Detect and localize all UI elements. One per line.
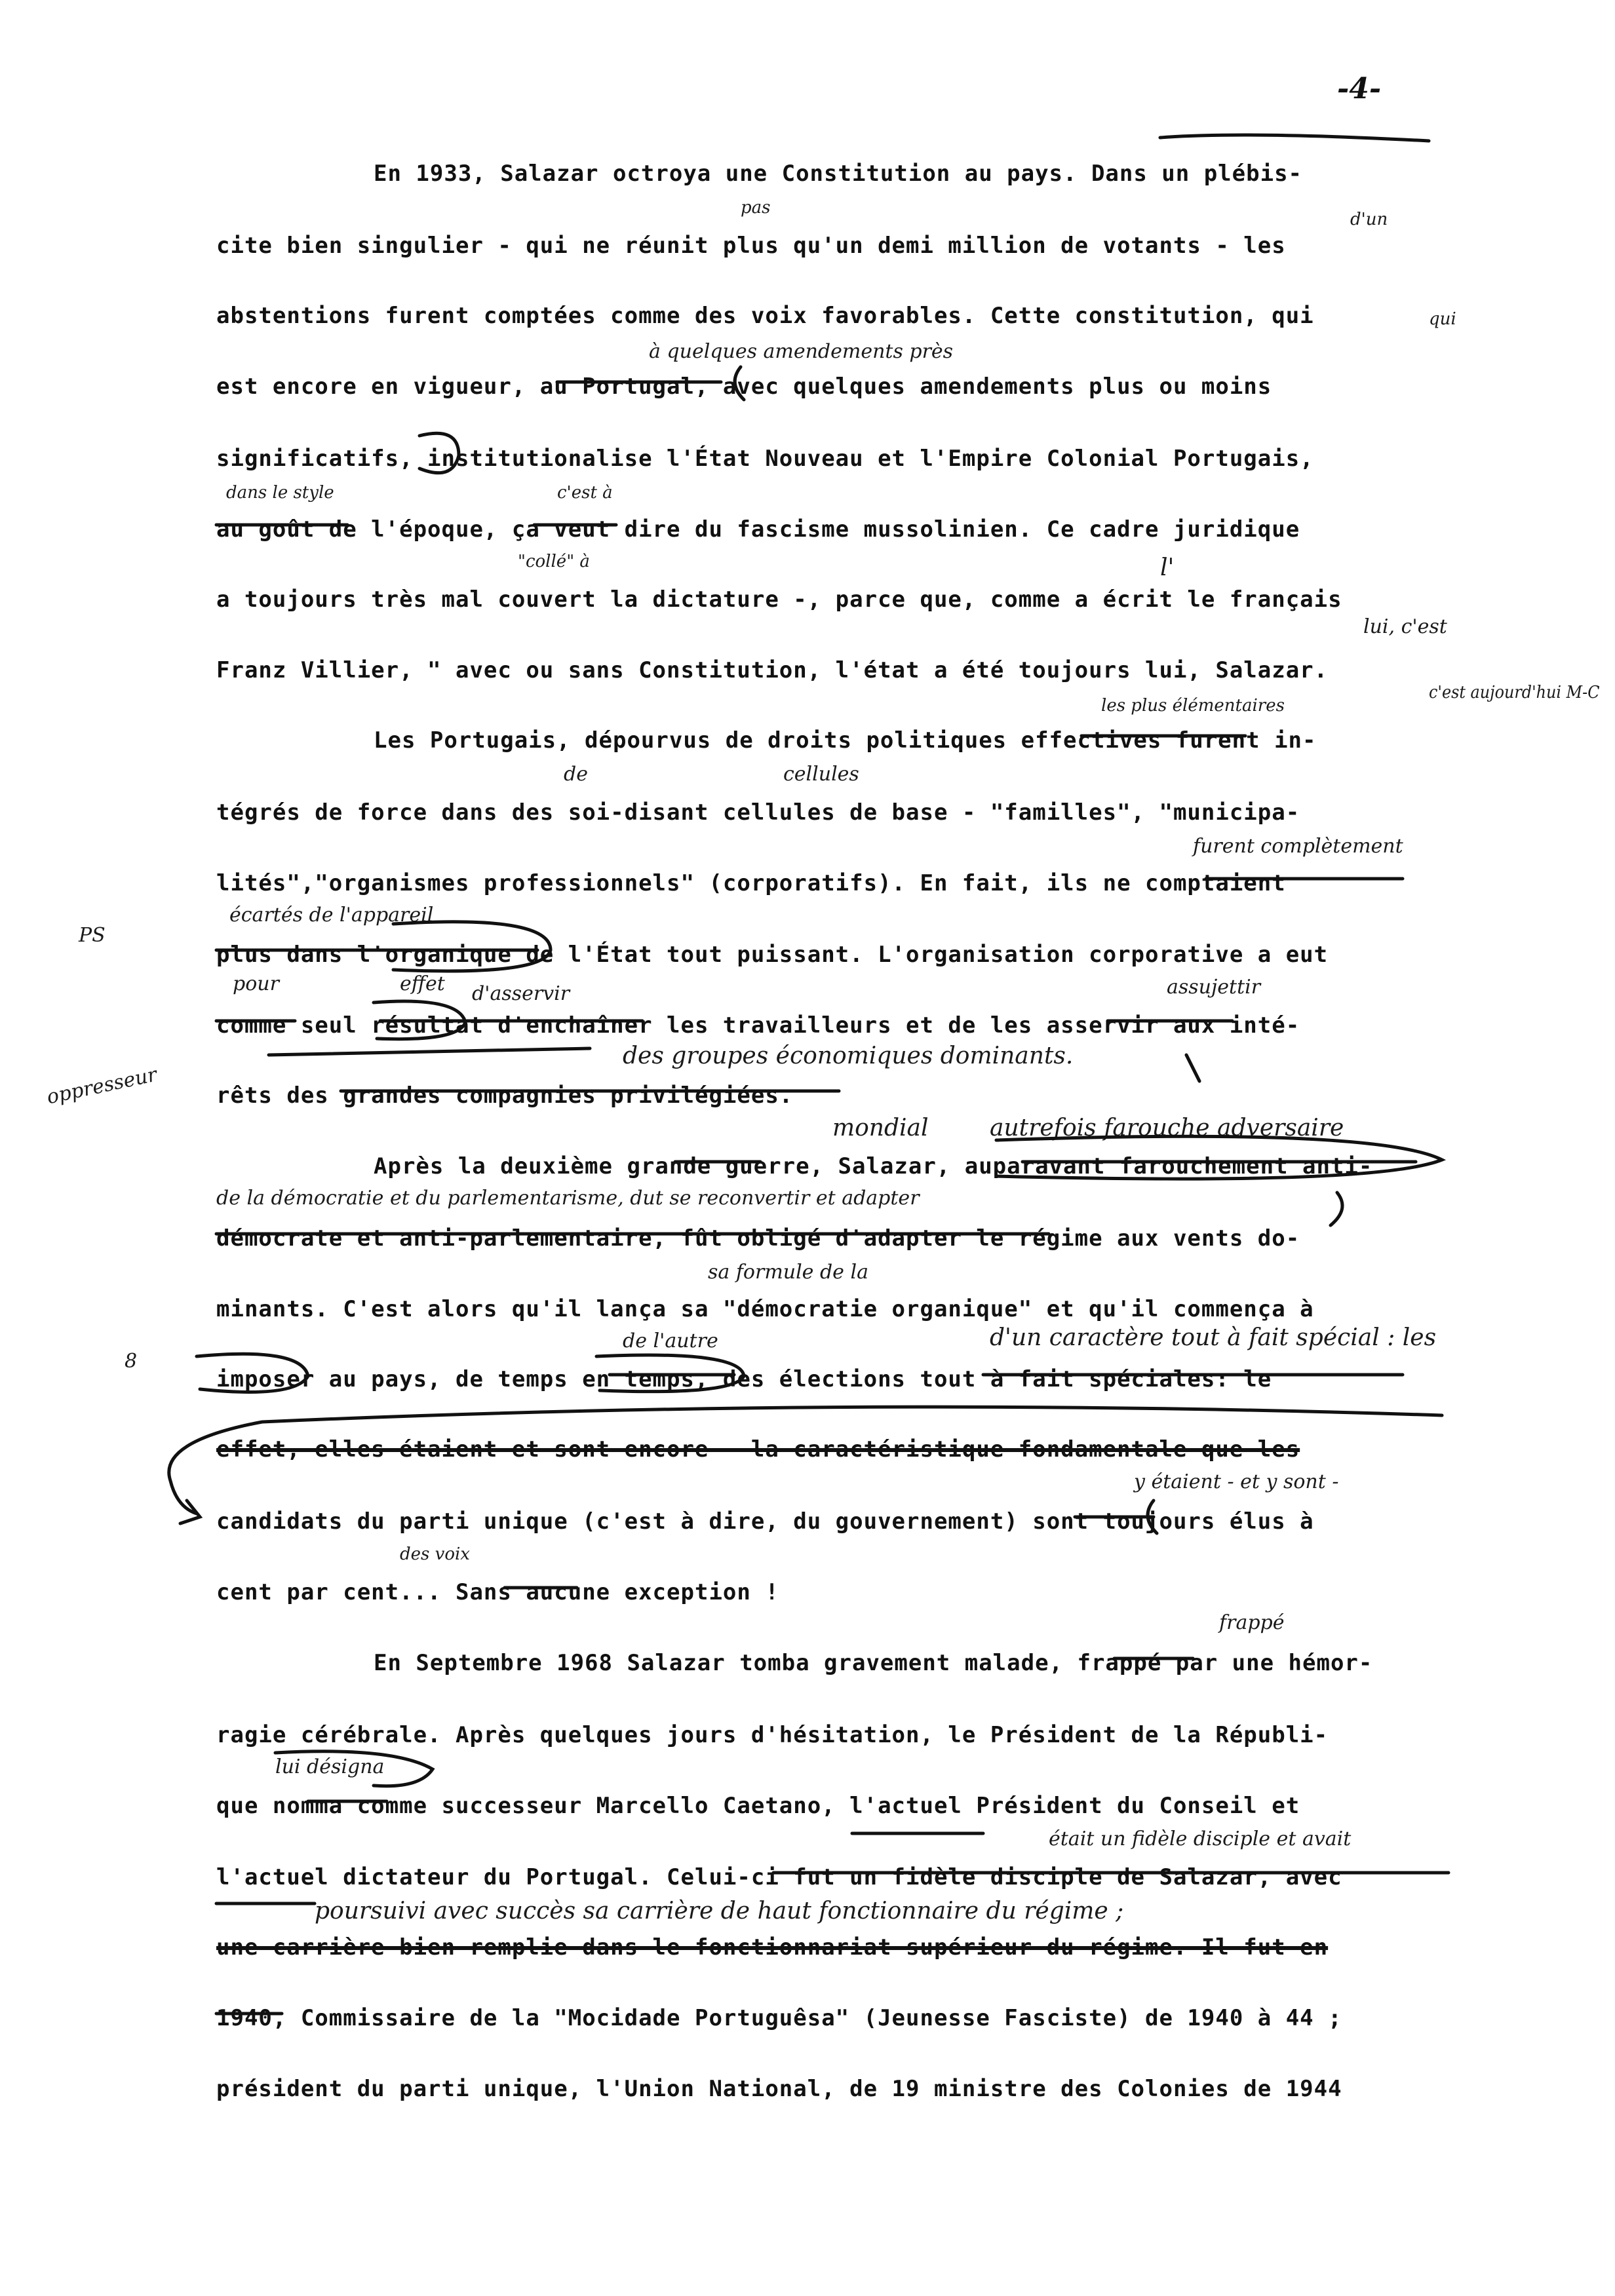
annotation: assujettir: [1167, 976, 1261, 999]
annotation: les plus élémentaires: [1101, 696, 1285, 716]
annotation: mondial: [832, 1115, 929, 1141]
annotation: était un fidèle disciple et avait: [1049, 1827, 1352, 1850]
circle-mark: [275, 1751, 433, 1786]
strike-mark: [1160, 135, 1429, 141]
annotation: c'est à: [557, 483, 613, 503]
annotation: à quelques amendements près: [649, 340, 954, 363]
text-line: ragie cérébrale. Après quelques jours d'hésitation, le Président de la Républi-: [216, 1722, 1329, 1748]
bracket-mark: [1331, 1193, 1342, 1225]
text-line: comme seul résultat d'enchaîner les travailleurs et de les asservir aux inté-: [216, 1012, 1300, 1039]
annotation: pour: [233, 972, 279, 995]
circle-mark: [419, 433, 459, 472]
brace-mark: [735, 367, 744, 400]
strike-mark: [269, 1048, 590, 1055]
text-line: cent par cent... Sans aucune exception !: [216, 1579, 779, 1605]
text-line: a toujours très mal couvert la dictature -, parce que, comme a écrit le français: [216, 586, 1342, 613]
circle-mark: [393, 922, 551, 971]
annotation: c'est aujourd'hui M-C: [1429, 683, 1600, 702]
text-line: est encore en vigueur, au Portugal, avec quelques amendements plus ou moins: [216, 373, 1272, 400]
text-line: minants. C'est alors qu'il lança sa "démocratie organique" et qu'il commença à: [216, 1296, 1314, 1322]
annotation: cellules: [783, 763, 859, 786]
page-number: -4-: [1337, 72, 1382, 105]
arrow-loop-mark: [169, 1407, 1442, 1514]
annotation: autrefois farouche adversaire: [990, 1115, 1344, 1141]
annotation: de l'autre: [623, 1330, 718, 1352]
annotation: lui, c'est: [1363, 615, 1447, 638]
annotation: y étaient - et y sont -: [1134, 1470, 1339, 1493]
annotation: pas: [741, 198, 771, 218]
annotation: d'un: [1350, 210, 1388, 229]
margin-note: oppresseur: [45, 1063, 159, 1109]
text-line: président du parti unique, l'Union National, de 19 ministre des Colonies de 1944: [216, 2076, 1342, 2102]
text-line: abstentions furent comptées comme des voix favorables. Cette constitution, qui: [216, 303, 1314, 329]
annotation: frappé: [1219, 1611, 1285, 1634]
text-line: tégrés de force dans des soi-disant cellules de base - "familles", "municipa-: [216, 799, 1300, 826]
text-line: imposer au pays, de temps en temps, des élections tout à fait spéciales: le: [216, 1366, 1272, 1392]
annotation: des voix: [400, 1544, 470, 1564]
text-line: Les Portugais, dépourvus de droits politiques effectives furent in-: [374, 727, 1317, 754]
annotation: sa formule de la: [708, 1261, 868, 1284]
annotation: effet: [400, 972, 445, 995]
text-line: lités","organismes professionnels" (corporatifs). En fait, ils ne comptaient: [216, 870, 1286, 896]
text-line: cite bien singulier - qui ne réunit plus qu'un demi million de votants - les: [216, 233, 1286, 259]
text-line: En Septembre 1968 Salazar tomba gravement malade, frappé par une hémor-: [374, 1650, 1373, 1676]
annotation: de la démocratie et du parlementarisme, dut se reconvertir et adapter: [216, 1187, 920, 1210]
text-line: Franz Villier, " avec ou sans Constitution, l'état a été toujours lui, Salazar.: [216, 657, 1329, 683]
text-line: rêts des grandes compagnies privilégiées.: [216, 1082, 794, 1109]
bracket-mark: [1186, 1055, 1199, 1081]
text-line: candidats du parti unique (c'est à dire, du gouvernement) sont toujours élus à: [216, 1508, 1314, 1535]
annotation: poursuivi avec succès sa carrière de haut fonctionnaire du régime ;: [315, 1898, 1124, 1924]
text-line: démocrate et anti-parlementaire, fût obligé d'adapter le régime aux vents do-: [216, 1225, 1300, 1252]
margin-note: 8: [125, 1350, 138, 1373]
annotation: d'un caractère tout à fait spécial : les: [990, 1324, 1437, 1351]
annotation: lui désigna: [275, 1755, 385, 1778]
loop-mark: [996, 1136, 1442, 1179]
annotation: écartés de l'appareil: [229, 904, 434, 927]
annotation: "collé" à: [518, 552, 590, 571]
margin-note: PS: [79, 924, 106, 947]
text-line-struck: effet, elles étaient et sont encore - la caractéristique fondamentale que les: [216, 1436, 1300, 1463]
text-line: 1940, Commissaire de la "Mocidade Portuguêsa" (Jeunesse Fasciste) de 1940 à 44 ;: [216, 2005, 1342, 2031]
text-line: significatifs, institutionalise l'État Nouveau et l'Empire Colonial Portugais,: [216, 446, 1314, 472]
annotation: d'asservir: [472, 982, 570, 1005]
text-line: que nomma comme successeur Marcello Caetano, l'actuel Président du Conseil et: [216, 1793, 1300, 1819]
circle-mark: [197, 1354, 308, 1392]
annotation: l': [1160, 554, 1175, 581]
text-line-struck: une carrière bien remplie dans le fonctionnariat supérieur du régime. Il fut en: [216, 1934, 1329, 1961]
annotation: de: [564, 763, 588, 786]
text-line: plus dans l'organique de l'État tout puissant. L'organisation corporative a eut: [216, 942, 1329, 968]
annotation: des groupes économiques dominants.: [623, 1043, 1074, 1069]
text-line: En 1933, Salazar octroya une Constitution au pays. Dans un plébis-: [374, 161, 1303, 187]
annotation: furent complètement: [1193, 835, 1403, 858]
text-line: au goût de l'époque, ça veut dire du fascisme mussolinien. Ce cadre juridique: [216, 516, 1300, 543]
text-line: Après la deuxième grande guerre, Salazar, auparavant farouchement anti-: [374, 1153, 1373, 1179]
annotation: dans le style: [226, 483, 334, 503]
annotation: qui: [1429, 309, 1456, 329]
text-line: l'actuel dictateur du Portugal. Celui-ci fut un fidèle disciple de Salazar, avec: [216, 1864, 1342, 1890]
